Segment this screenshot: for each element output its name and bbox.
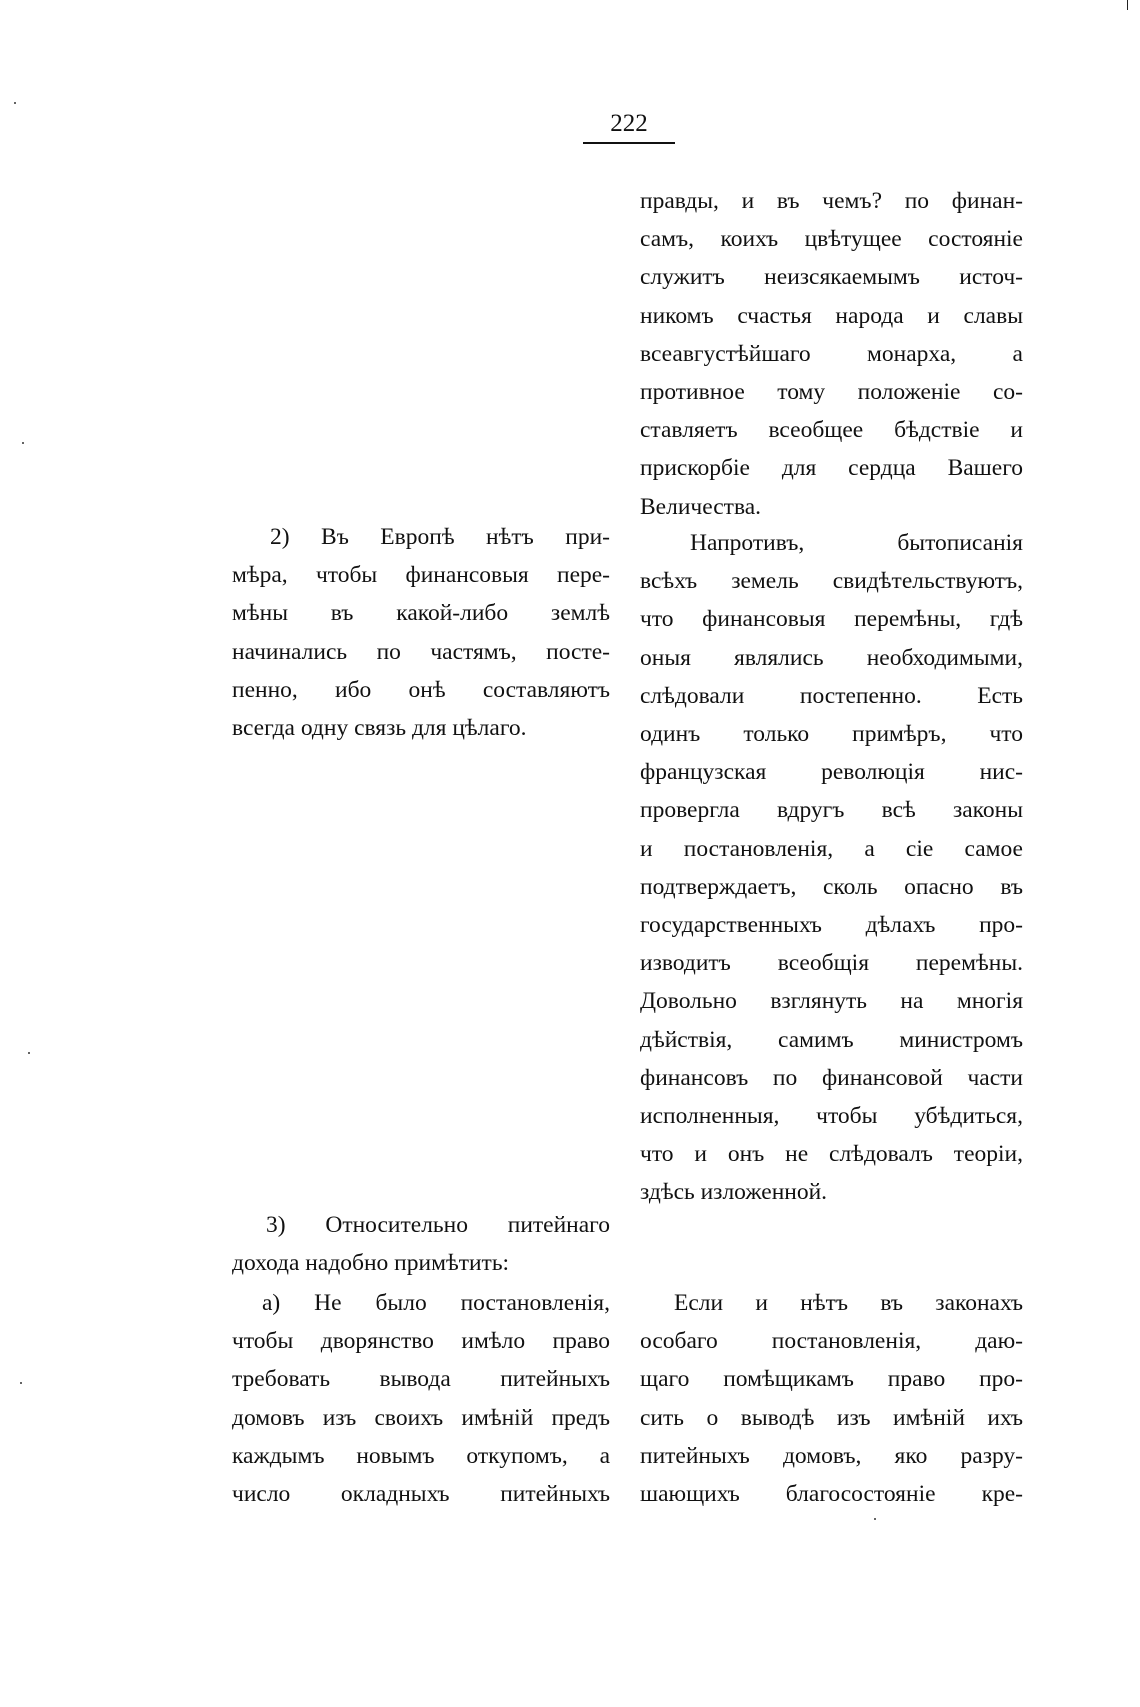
scan-speck [874,1518,876,1520]
text-line: требовать вывода питейныхъ [232,1366,610,1393]
scan-speck [20,1382,22,1384]
right-paragraph-1 [640,182,1023,526]
left-section-2 [232,518,610,747]
text-line: питейныхъ домовъ, яко разру- [640,1442,1023,1469]
text-line: всегда одну связь для цѣлаго. [232,715,527,742]
left-section-3-intro [232,1206,610,1282]
scan-speck [28,1052,30,1054]
text-line: прискорбіе для сердца Вашего [640,455,1023,482]
text-line: что финансовыя перемѣны, гдѣ [640,606,1023,633]
left-section-3a [232,1284,610,1513]
text-line: число окладныхъ питейныхъ [232,1481,610,1508]
text-line: исполненныя, чтобы убѣдиться, [640,1103,1023,1130]
text-line: шающихъ благосостояніе кре- [640,1481,1023,1508]
text-line: Если и нѣтъ въ законахъ [674,1290,1023,1316]
text-line: что и онъ не слѣдовалъ теоріи, [640,1141,1023,1168]
text-line: провергла вдругъ всѣ законы [640,797,1023,824]
text-line: французская революція нис- [640,759,1023,786]
text-line: дохода надобно примѣтить: [232,1250,510,1277]
text-line: щаго помѣщикамъ право про- [640,1366,1023,1393]
text-line: одинъ только примѣръ, что [640,721,1023,748]
text-line: мѣны въ какой-либо землѣ [232,600,610,627]
text-line: ставляетъ всеобщее бѣдствіе и [640,417,1023,444]
text-line: домовъ изъ своихъ имѣній предъ [232,1404,610,1431]
text-line: 3) Относительно питейнаго [266,1212,610,1238]
text-line: а) Не было постановленія, [262,1290,610,1316]
text-line: самъ, коихъ цвѣтущее состояніе [640,226,1023,253]
text-line: всѣхъ земель свидѣтельствуютъ, [640,568,1023,595]
text-line: подтверждаетъ, сколь опасно въ [640,873,1023,900]
right-paragraph-2 [640,524,1023,1212]
text-line: никомъ счастья народа и славы [640,302,1023,329]
text-line: противное тому положеніе со- [640,379,1023,406]
text-line: особаго постановленія, даю- [640,1328,1023,1355]
text-line: слѣдовали постепенно. Есть [640,682,1023,709]
text-line: всеавгустѣйшаго монарха, а [640,340,1023,367]
text-line: 2) Въ Европѣ нѣтъ при- [270,524,610,550]
text-line: начинались по частямъ, посте- [232,638,610,665]
text-line: пенно, ибо онѣ составляютъ [232,676,610,703]
text-line: здѣсь изложенной. [640,1179,828,1206]
text-line: оныя являлись необходимыми, [640,644,1023,671]
scan-speck [22,442,24,444]
text-line: сить о выводѣ изъ имѣній ихъ [640,1404,1023,1431]
page-number: 222 [583,108,675,144]
text-line: мѣра, чтобы финансовыя пере- [232,562,610,589]
text-line: Напротивъ, бытописанія [690,530,1023,556]
text-line: финансовъ по финансовой части [640,1064,1023,1091]
text-line: и постановленія, а сіе самое [640,835,1023,862]
text-line: каждымъ новымъ откупомъ, а [232,1442,610,1469]
page-edge-mark [1127,0,1128,10]
text-line: Величества. [640,493,762,520]
text-line: служитъ неизсякаемымъ источ- [640,264,1023,291]
text-line: чтобы дворянство имѣло право [232,1328,610,1355]
text-line: правды, и въ чемъ? по финан- [640,188,1023,214]
text-line: изводитъ всеобщія перемѣны. [640,950,1023,977]
text-line: государственныхъ дѣлахъ про- [640,912,1023,939]
scan-speck [14,102,16,104]
right-paragraph-3 [640,1284,1023,1513]
text-line: дѣйствія, самимъ министромъ [640,1026,1023,1053]
text-line: Довольно взглянуть на многія [640,988,1023,1015]
